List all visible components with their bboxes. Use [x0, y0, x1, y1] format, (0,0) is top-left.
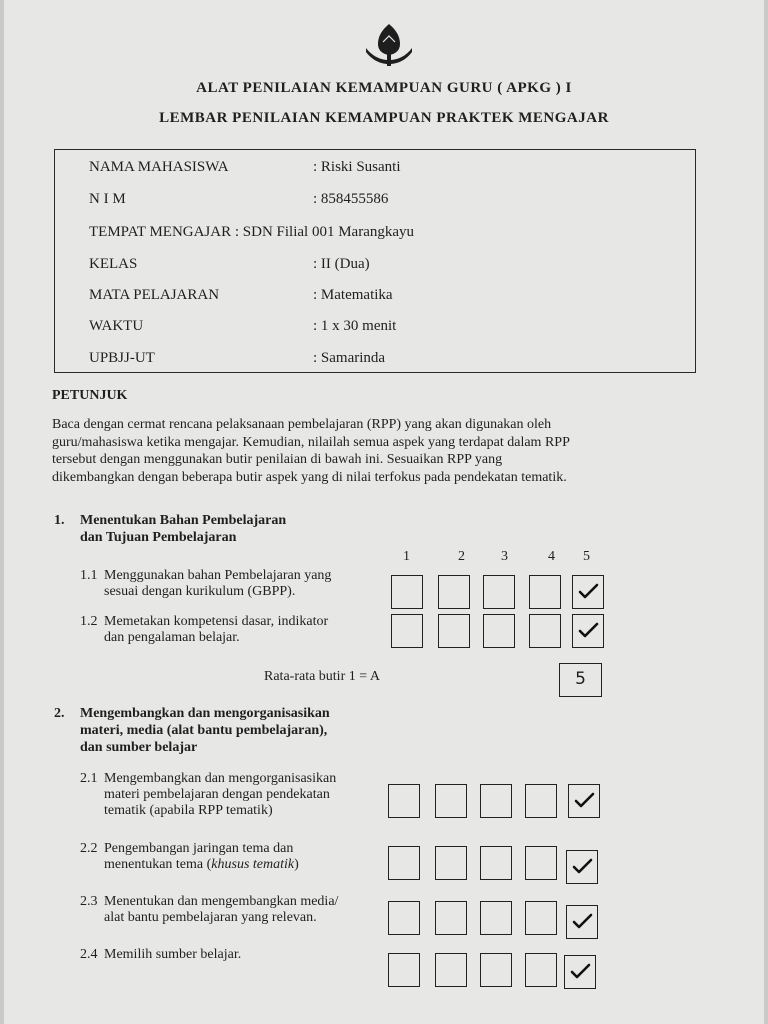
item-text-line [104, 856, 299, 873]
kelas-value: : II (Dua) [313, 256, 370, 272]
score-box-1-2-4[interactable] [529, 614, 561, 648]
score-box-1-1-5[interactable] [572, 575, 604, 609]
petunjuk-line: Baca dengan cermat rencana pelaksanaan pembelajaran (RPP) yang akan digunakan oleh [52, 417, 552, 432]
item-number: 2.3 [80, 894, 98, 909]
average-value-box[interactable]: 5 [559, 663, 602, 697]
checkmark-icon [569, 962, 591, 980]
score-box-2-2-3[interactable] [480, 846, 512, 880]
score-box-2-1-1[interactable] [388, 784, 420, 818]
score-box-2-2-4[interactable] [525, 846, 557, 880]
item-text-part: menentukan tema ( [104, 857, 212, 872]
checkmark-icon [577, 621, 599, 639]
score-box-1-1-4[interactable] [529, 575, 561, 609]
score-box-2-3-3[interactable] [480, 901, 512, 935]
item-number: 2.1 [80, 771, 98, 786]
scale-label-4: 4 [548, 549, 555, 564]
score-box-2-4-4[interactable] [525, 953, 557, 987]
item-text-line: materi pembelajaran dengan pendekatan [104, 787, 330, 802]
university-logo-icon [362, 22, 416, 68]
section-title-line: dan sumber belajar [80, 740, 198, 755]
waktu-value: : 1 x 30 menit [313, 318, 397, 334]
item-text-emphasis: khusus tematik [211, 857, 295, 872]
section-number: 2. [54, 706, 65, 721]
scale-label-1: 1 [403, 549, 410, 564]
section-title-line: materi, media (alat bantu pembelajaran), [80, 723, 328, 738]
score-box-1-1-1[interactable] [391, 575, 423, 609]
item-number: 1.1 [80, 568, 98, 583]
checkmark-icon [571, 912, 593, 930]
score-box-1-1-2[interactable] [438, 575, 470, 609]
section-title-line: Menentukan Bahan Pembelajaran [80, 513, 287, 528]
nim-label: N I M [89, 191, 126, 207]
checkmark-icon [573, 791, 595, 809]
petunjuk-heading: PETUNJUK [52, 388, 128, 403]
score-box-2-2-1[interactable] [388, 846, 420, 880]
section-number: 1. [54, 513, 65, 528]
score-box-2-4-5[interactable] [564, 955, 596, 989]
item-text-line: Memilih sumber belajar. [104, 947, 242, 962]
form-subtitle: LEMBAR PENILAIAN KEMAMPUAN PRAKTEK MENGAJAR [159, 110, 609, 126]
item-text-part: ) [294, 857, 299, 872]
section-title-line: Mengembangkan dan mengorganisasikan [80, 706, 330, 721]
score-box-2-3-5[interactable] [566, 905, 598, 939]
item-text-line: Memetakan kompetensi dasar, indikator [104, 614, 329, 629]
item-number: 2.2 [80, 841, 98, 856]
upbjj-value: : Samarinda [313, 350, 386, 366]
kelas-label: KELAS [89, 256, 138, 272]
waktu-label: WAKTU [89, 318, 144, 334]
section-title-line: dan Tujuan Pembelajaran [80, 530, 237, 545]
item-text-line: Menentukan dan mengembangkan media/ [104, 894, 339, 909]
item-text-line: sesuai dengan kurikulum (GBPP). [104, 584, 296, 599]
score-box-2-4-1[interactable] [388, 953, 420, 987]
item-number: 1.2 [80, 614, 98, 629]
identity-box [54, 149, 696, 373]
tempat-mengajar-line: TEMPAT MENGAJAR : SDN Filial 001 Marangkayu [89, 224, 415, 240]
score-box-2-3-4[interactable] [525, 901, 557, 935]
nama-label: NAMA MAHASISWA [89, 159, 229, 175]
petunjuk-text [52, 416, 692, 486]
form-title: ALAT PENILAIAN KEMAMPUAN GURU ( APKG ) I [196, 80, 572, 96]
average-label: Rata-rata butir 1 = A [264, 669, 380, 684]
nim-value: : 858455586 [313, 191, 389, 207]
checkmark-icon [577, 582, 599, 600]
item-text-line: Menggunakan bahan Pembelajaran yang [104, 568, 332, 583]
item-text-line: dan pengalaman belajar. [104, 630, 240, 645]
score-box-2-1-2[interactable] [435, 784, 467, 818]
score-box-2-1-4[interactable] [525, 784, 557, 818]
score-box-2-2-2[interactable] [435, 846, 467, 880]
score-box-1-1-3[interactable] [483, 575, 515, 609]
score-box-2-4-2[interactable] [435, 953, 467, 987]
score-box-1-2-1[interactable] [391, 614, 423, 648]
petunjuk-line: tersebut dengan menggunakan butir penilaian di bawah ini. Sesuaikan RPP yang [52, 452, 503, 467]
score-box-2-1-5[interactable] [568, 784, 600, 818]
item-text-line: Mengembangkan dan mengorganisasikan [104, 771, 337, 786]
score-box-1-2-3[interactable] [483, 614, 515, 648]
petunjuk-line: guru/mahasiswa ketika mengajar. Kemudian, nilailah semua aspek yang terdapat dalam RPP [52, 434, 570, 450]
item-text-line: alat bantu pembelajaran yang relevan. [104, 910, 317, 925]
item-text-line: Pengembangan jaringan tema dan [104, 841, 294, 856]
score-box-2-3-2[interactable] [435, 901, 467, 935]
scale-label-2: 2 [458, 549, 465, 564]
item-text-line: tematik (apabila RPP tematik) [104, 803, 273, 818]
item-number: 2.4 [80, 947, 98, 962]
score-box-2-1-3[interactable] [480, 784, 512, 818]
score-box-1-2-2[interactable] [438, 614, 470, 648]
mapel-value: : Matematika [313, 287, 393, 303]
score-box-2-3-1[interactable] [388, 901, 420, 935]
checkmark-icon [571, 857, 593, 875]
scale-label-5: 5 [583, 549, 590, 564]
mapel-label: MATA PELAJARAN [89, 287, 220, 303]
scale-label-3: 3 [501, 549, 508, 564]
score-box-2-4-3[interactable] [480, 953, 512, 987]
nama-value: : Riski Susanti [313, 159, 401, 175]
score-box-1-2-5[interactable] [572, 614, 604, 648]
upbjj-label: UPBJJ-UT [89, 350, 155, 366]
petunjuk-line: dikembangkan dengan beberapa butir aspek yang di nilai terfokus pada pendekatan tematik. [52, 469, 567, 485]
score-box-2-2-5[interactable] [566, 850, 598, 884]
